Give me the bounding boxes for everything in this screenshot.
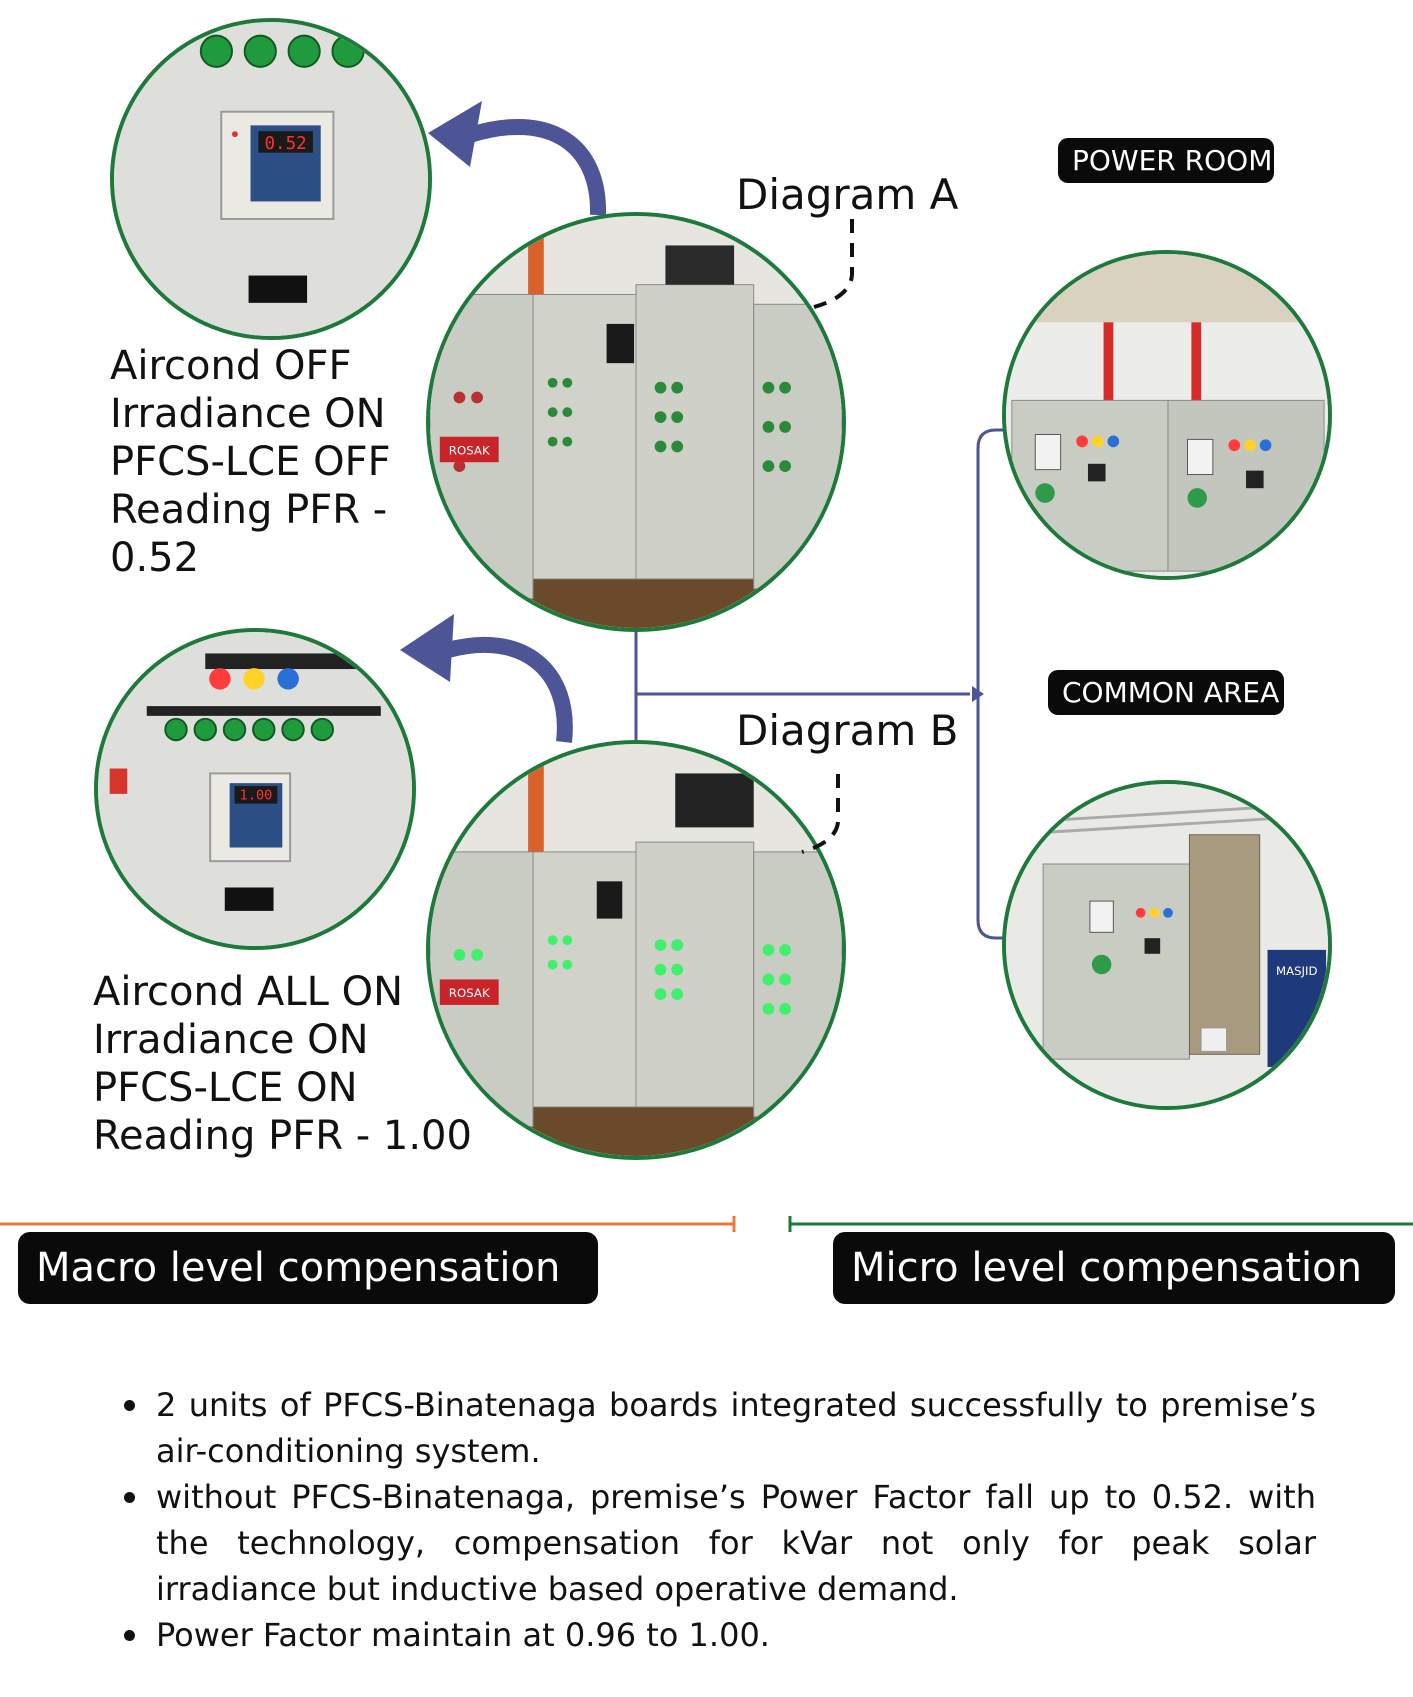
status-block-a	[110, 342, 391, 582]
status-line: Aircond ALL ON	[93, 969, 404, 1015]
status-line: 0.52	[110, 535, 200, 581]
status-block-b	[93, 968, 472, 1160]
power-room-tag: POWER ROOM	[1058, 138, 1274, 183]
masjid-sign: MASJID	[1276, 964, 1318, 979]
meter-display-b: 1.00	[239, 787, 273, 804]
common-area-tag: COMMON AREA	[1048, 670, 1284, 715]
arrow-a	[410, 55, 630, 225]
status-line: Irradiance ON	[110, 391, 386, 437]
status-line: PFCS-LCE ON	[93, 1065, 358, 1111]
micro-banner: Micro level compensation	[833, 1232, 1395, 1304]
connector-lines	[620, 420, 1020, 960]
meter-display-a: 0.52	[264, 133, 307, 154]
status-line: Aircond OFF	[110, 343, 352, 389]
arrow-b	[392, 580, 592, 750]
list-item: Power Factor maintain at 0.96 to 1.00.	[118, 1612, 1316, 1658]
list-item: 2 units of PFCS-Binatenaga boards integrated successfully to premise’s air-conditioning system.	[118, 1382, 1316, 1474]
leader-a	[800, 215, 860, 315]
photo-meter-zoom-b	[94, 628, 416, 950]
status-line: Reading PFR - 1.00	[93, 1113, 472, 1159]
rosak-sign-b: ROSAK	[448, 986, 490, 1001]
rosak-sign-a: ROSAK	[448, 443, 490, 458]
status-line: PFCS-LCE OFF	[110, 439, 391, 485]
diagram-b-label: Diagram B	[736, 706, 959, 755]
status-line: Irradiance ON	[93, 1017, 369, 1063]
photo-common-area	[1002, 780, 1332, 1110]
macro-banner: Macro level compensation	[18, 1232, 598, 1304]
diagram-a-label: Diagram A	[736, 170, 959, 219]
status-line: Reading PFR -	[110, 487, 388, 533]
list-item: without PFCS-Binatenaga, premise’s Power Factor fall up to 0.52. with the technology, compensation for kVar not only for peak solar irradiance but inductive based operative demand.	[118, 1474, 1316, 1612]
bullet-list	[118, 1382, 1316, 1658]
photo-power-room	[1002, 250, 1332, 580]
photo-meter-zoom-a	[110, 18, 432, 340]
